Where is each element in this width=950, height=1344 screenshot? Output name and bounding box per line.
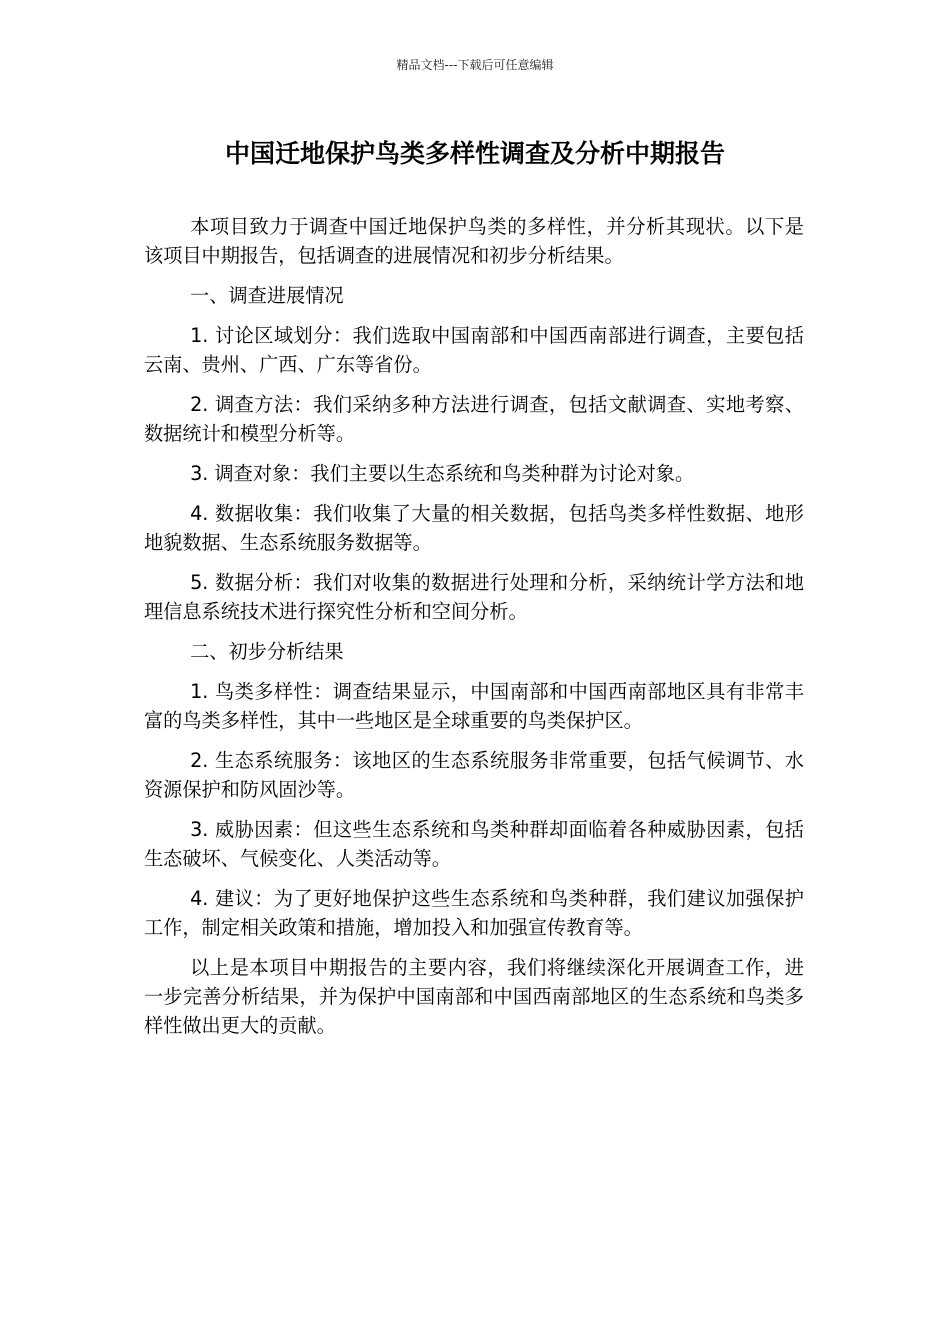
paragraph-intro: 本项目致力于调查中国迁地保护鸟类的多样性，并分析其现状。以下是该项目中期报告，包括调查的进展情况和初步分析结果。 [144, 215, 804, 267]
paragraph-item: 4. 建议：为了更好地保护这些生态系统和鸟类种群，我们建议加强保护工作，制定相关政策和措施，增加投入和加强宣传教育等。 [144, 887, 804, 939]
paragraph-item: 5. 数据分析：我们对收集的数据进行处理和分析，采纳统计学方法和地理信息系统技术进行探究性分析和空间分析。 [144, 571, 804, 623]
header-note: 精品文档---下载后可任意编辑 [396, 58, 554, 72]
paragraph-item: 1. 鸟类多样性：调查结果显示，中国南部和中国西南部地区具有非常丰富的鸟类多样性，其中一些地区是全球重要的鸟类保护区。 [144, 680, 804, 732]
paragraph-item: 3. 威胁因素：但这些生态系统和鸟类种群却面临着各种威胁因素，包括生态破坏、气候变化、人类活动等。 [144, 818, 804, 870]
section-heading-results: 二、初步分析结果 [190, 640, 344, 663]
paragraph-conclusion: 以上是本项目中期报告的主要内容，我们将继续深化开展调查工作，进一步完善分析结果，并为保护中国南部和中国西南部地区的生态系统和鸟类多样性做出更大的贡献。 [144, 956, 804, 1037]
document-body [144, 212, 804, 1051]
section-heading-progress: 一、调查进展情况 [190, 284, 344, 307]
paragraph-item: 2. 生态系统服务：该地区的生态系统服务非常重要，包括气候调节、水资源保护和防风固沙等。 [144, 749, 804, 801]
paragraph-item: 4. 数据收集：我们收集了大量的相关数据，包括鸟类多样性数据、地形地貌数据、生态系统服务数据等。 [144, 502, 804, 554]
paragraph-item: 1. 讨论区域划分：我们选取中国南部和中国西南部进行调查，主要包括云南、贵州、广西、广东等省份。 [144, 324, 804, 376]
document-title: 中国迁地保护鸟类多样性调查及分析中期报告 [224, 139, 725, 168]
paragraph-item: 3. 调查对象：我们主要以生态系统和鸟类种群为讨论对象。 [190, 462, 695, 485]
paragraph-item: 2. 调查方法：我们采纳多种方法进行调查，包括文献调查、实地考察、数据统计和模型分析等。 [144, 393, 804, 445]
